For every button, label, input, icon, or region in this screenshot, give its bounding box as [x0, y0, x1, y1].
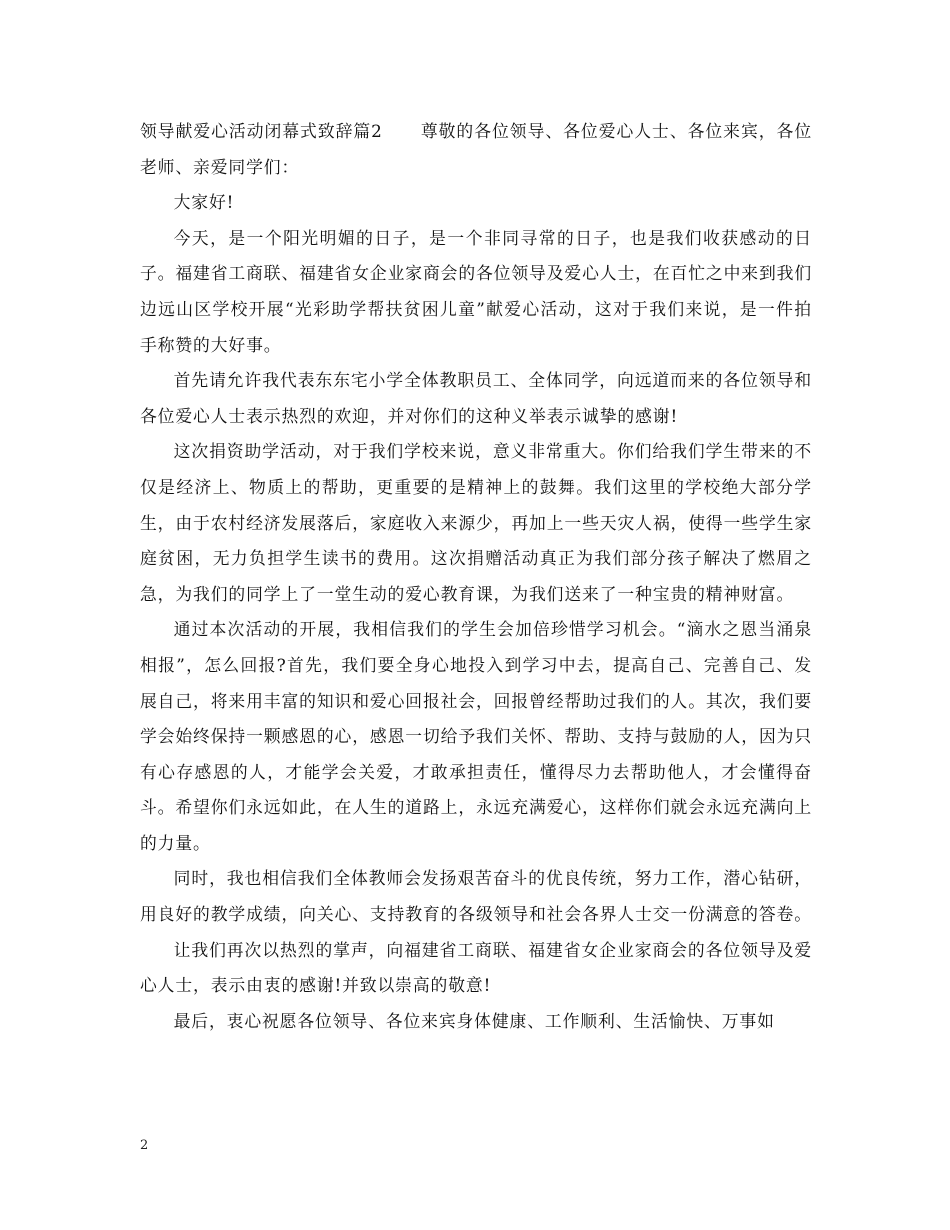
paragraph-2: 首先请允许我代表东东宅小学全体教职员工、全体同学，向远道而来的各位领导和各位爱心人士表示热烈的欢迎，并对你们的这种义举表示诚挚的感谢! [140, 370, 812, 426]
paragraph-1: 今天，是一个阳光明媚的日子，是一个非同寻常的日子，也是我们收获感动的日子。福建省工商联、福建省女企业家商会的各位领导及爱心人士，在百忙之中来到我们边远山区学校开展“光彩助学帮扶贫困儿童”献爱心活动，这对于我们来说，是一件拍手称赞的大好事。 [140, 227, 812, 355]
paragraph-5: 同时，我也相信我们全体教师会发扬艰苦奋斗的优良传统，努力工作，潜心钻研，用良好的教学成绩，向关心、支持教育的各级领导和社会各界人士交一份满意的答卷。 [140, 868, 812, 925]
document-title: 领导献爱心活动闭幕式致辞篇2 [140, 121, 383, 141]
paragraph-3: 这次捐资助学活动，对于我们学校来说，意义非常重大。你们给我们学生带来的不仅是经济上、物质上的帮助，更重要的是精神上的鼓舞。我们这里的学校绝大部分学生，由于农村经济发展落后，家庭收入来源少，再加上一些天灾人祸，使得一些学生家庭贫困，无力负担学生读书的费用。这次捐赠活动真正为我们部分孩子解决了燃眉之急，为我们的同学上了一堂生动的爱心教育课，为我们送来了一种宝贵的精神财富。 [140, 441, 812, 604]
greeting: 大家好! [173, 192, 235, 213]
salutation: 尊敬的各位领导、各位爱心人士、各位来宾，各位老师、亲爱同学们： [140, 121, 812, 177]
document-body [140, 114, 812, 1039]
page-number: 2 [140, 1138, 149, 1153]
paragraph-6: 让我们再次以热烈的掌声，向福建省工商联、福建省女企业家商会的各位领导及爱心人士，表示由衷的感谢!并致以崇高的敬意! [140, 939, 812, 996]
title-line [140, 114, 812, 185]
paragraph-4: 通过本次活动的开展，我相信我们的学生会加倍珍惜学习机会。“滴水之恩当涌泉相报”，怎么回报?首先，我们要全身心地投入到学习中去，提高自己、完善自己、发展自己，将来用丰富的知识和爱心回报社会，回报曾经帮助过我们的人。其次，我们要学会始终保持一颗感恩的心，感恩一切给予我们关怀、帮助、支持与鼓励的人，因为只有心存感恩的人，才能学会关爱，才敢承担责任，懂得尽力去帮助他人，才会懂得奋斗。希望你们永远如此，在人生的道路上，永远充满爱心，这样你们就会永远充满向上的力量。 [140, 619, 812, 853]
paragraph-7: 最后，衷心祝愿各位领导、各位来宾身体健康、工作顺利、生活愉快、万事如 [173, 1010, 775, 1031]
